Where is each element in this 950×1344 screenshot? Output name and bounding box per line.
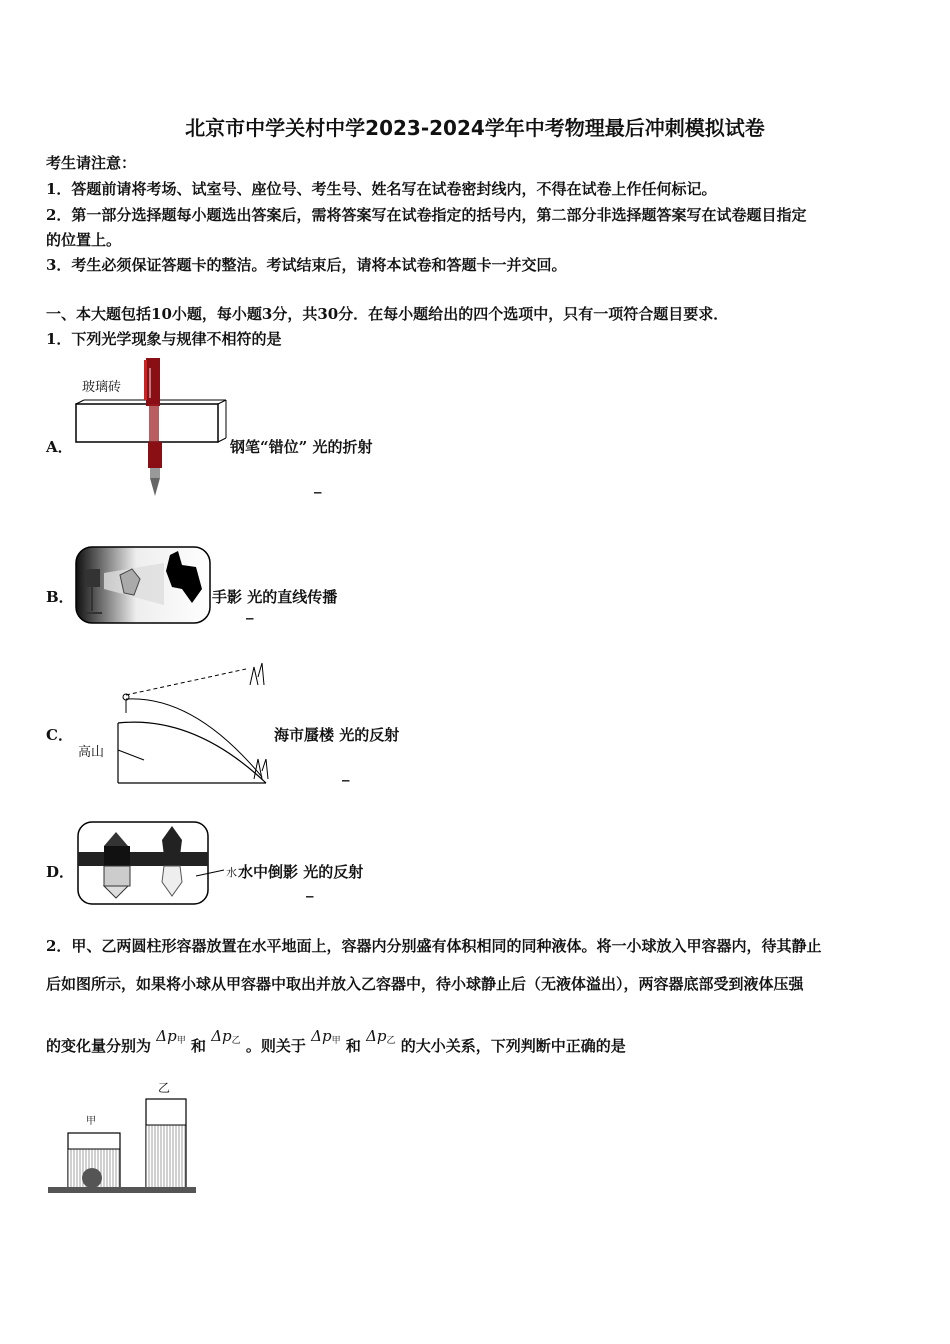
delta-p-jia: [311, 1027, 340, 1045]
question-2-line: 2．甲、乙两圆柱形容器放置在水平地面上，容器内分别盛有体积相同的同种液体。将一小球放入甲容器内，待其静止: [46, 937, 822, 955]
page-title: 北京市中学关村中学2023-2024学年中考物理最后冲刺模拟试卷: [185, 116, 765, 140]
option-d-caption: 水中倒影 光的反射: [238, 863, 364, 881]
option-b-blank: _: [246, 602, 254, 620]
pen-glass-figure: [70, 350, 230, 505]
option-a-blank: _: [314, 476, 322, 494]
notice-item: 2．第一部分选择题每小题选出答案后，需将答案写在试卷指定的括号内，第二部分非选择题答案写在试卷题目指定: [46, 206, 807, 224]
option-d-blank: _: [306, 880, 314, 898]
option-c-caption: 海市蜃楼 光的反射: [274, 726, 400, 744]
dp-sub: 乙: [231, 1036, 241, 1046]
dp-sub: 乙: [386, 1036, 396, 1046]
section-heading: 一、本大题包括10小题，每小题3分，共30分．在每小题给出的四个选项中，只有一项符合题目要求．: [46, 305, 729, 323]
q2-text: 和: [190, 1037, 206, 1055]
container-yi-label: 乙: [158, 1081, 171, 1095]
q2-text: 。则关于: [245, 1037, 306, 1055]
notice-item: 3．考生必须保证答题卡的整洁。考试结束后，请将本试卷和答题卡一并交回。: [46, 256, 567, 274]
option-a-label: A．: [46, 438, 73, 456]
q2-text: 的大小关系，下列判断中正确的是: [400, 1037, 626, 1055]
dp-symbol: Δp: [156, 1027, 177, 1045]
option-a-caption: 钢笔“错位” 光的折射: [230, 438, 373, 456]
mountain-label: 高山: [78, 745, 105, 760]
water-label: 水: [226, 866, 237, 879]
dp-symbol: Δp: [366, 1027, 387, 1045]
dp-sub: 甲: [176, 1036, 186, 1046]
hand-shadow-figure: [74, 545, 214, 627]
question-2-line: [46, 1027, 626, 1056]
question-1-stem: 1．下列光学现象与规律不相符的是: [46, 330, 282, 348]
delta-p-yi: [211, 1027, 240, 1045]
dp-symbol: Δp: [211, 1027, 232, 1045]
question-2-line: 后如图所示，如果将小球从甲容器中取出并放入乙容器中，待小球静止后（无液体溢出），两容器底部受到液体压强: [46, 975, 804, 993]
water-reflection-figure: [76, 820, 246, 906]
mirage-figure: [74, 655, 274, 790]
glass-brick-label: 玻璃砖: [82, 380, 122, 395]
delta-p-yi: [366, 1027, 395, 1045]
option-b-label: B．: [46, 588, 74, 606]
q2-text: 的变化量分别为: [46, 1037, 152, 1055]
dp-symbol: Δp: [311, 1027, 332, 1045]
option-c-blank: _: [342, 764, 350, 782]
option-c-label: C．: [46, 726, 73, 744]
dp-sub: 甲: [331, 1036, 341, 1046]
container-jia-label: 甲: [86, 1116, 96, 1127]
delta-p-jia: [156, 1027, 185, 1045]
option-d-label: D．: [46, 863, 75, 881]
containers-figure: [46, 1075, 206, 1197]
notice-item: 1．答题前请将考场、试室号、座位号、考生号、姓名写在试卷密封线内，不得在试卷上作任何标记。: [46, 180, 717, 198]
option-b-caption: 手影 光的直线传播: [212, 588, 338, 606]
q2-text: 和: [345, 1037, 361, 1055]
notice-item: 的位置上。: [46, 231, 122, 249]
notice-heading: 考生请注意：: [46, 154, 137, 172]
